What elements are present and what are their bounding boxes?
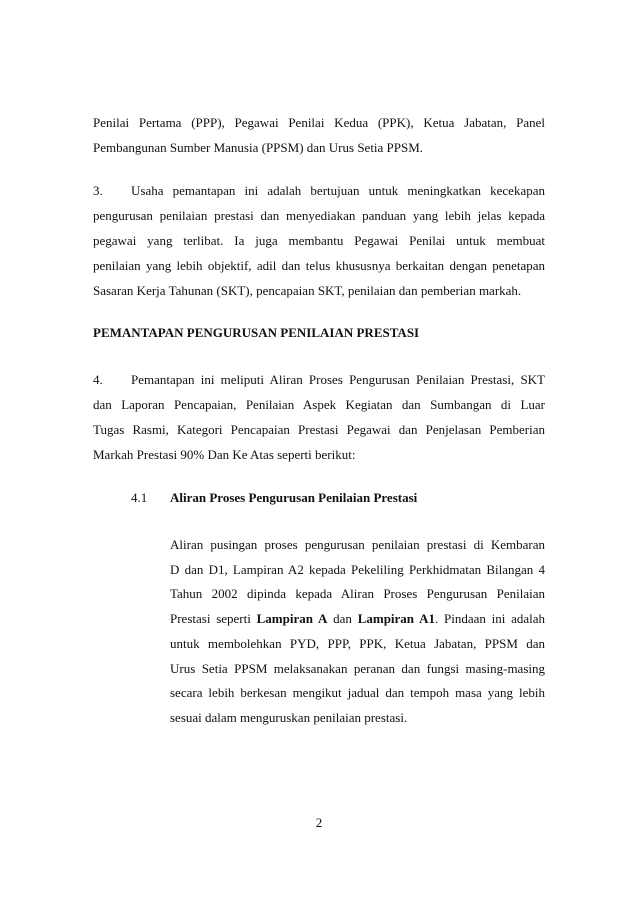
paragraph-line xyxy=(170,607,545,632)
paragraph-4 xyxy=(93,367,545,467)
subsection-paragraph xyxy=(170,533,545,731)
paragraph-line: untuk membolehkan PYD, PPP, PPK, Ketua Jabatan, PPSM dan xyxy=(170,635,545,651)
paragraph-line: pengurusan penilaian prestasi dan menyediakan panduan yang lebih jelas kepada xyxy=(93,208,545,223)
paragraph-line: sesuai dalam menguruskan penilaian prestasi. xyxy=(170,709,408,725)
paragraph-line: secara lebih berkesan mengikut jadual dan tempoh masa yang lebih xyxy=(170,685,545,701)
subsection-title: Aliran Proses Pengurusan Penilaian Prestasi xyxy=(170,490,418,505)
paragraph-line: Urus Setia PPSM melaksanakan peranan dan fungsi masing-masing xyxy=(170,660,545,676)
page-number: 2 xyxy=(315,815,323,830)
paragraph-line: Pembangunan Sumber Manusia (PPSM) dan Urus Setia PPSM. xyxy=(93,140,424,155)
paragraph-line: Penilai Pertama (PPP), Pegawai Penilai Kedua (PPK), Ketua Jabatan, Panel xyxy=(93,115,545,130)
paragraph-line: dan Laporan Pencapaian, Penilaian Aspek Kegiatan dan Sumbangan di Luar xyxy=(93,397,545,412)
paragraph-line: Tugas Rasmi, Kategori Pencapaian Prestasi Pegawai dan Penjelasan Pemberian xyxy=(93,422,545,437)
paragraph-line: Markah Prestasi 90% Dan Ke Atas seperti berikut: xyxy=(93,447,356,462)
paragraph-line: penilaian yang lebih objektif, adil dan telus khususnya berkaitan dengan penetapan xyxy=(93,258,545,273)
paragraph-number: 4. xyxy=(93,372,103,387)
paragraph-line-text: Pemantapan ini meliputi Aliran Proses Pengurusan Penilaian Prestasi, SKT xyxy=(131,372,545,387)
paragraph-line-text: Usaha pemantapan ini adalah bertujuan untuk meningkatkan kecekapan xyxy=(131,183,545,198)
paragraph-line: D dan D1, Lampiran A2 kepada Pekeliling Perkhidmatan Bilangan 4 xyxy=(170,561,545,577)
paragraph-number: 3. xyxy=(93,183,103,198)
paragraph-line xyxy=(93,367,545,392)
paragraph-line: Sasaran Kerja Tahunan (SKT), pencapaian SKT, penilaian dan pemberian markah. xyxy=(93,283,522,298)
paragraph-line: pegawai yang terlibat. Ia juga membantu Pegawai Penilai untuk membuat xyxy=(93,233,545,248)
paragraph-intro xyxy=(93,110,545,160)
bold-reference: Lampiran A xyxy=(256,611,328,627)
subsection-number: 4.1 xyxy=(131,490,148,505)
paragraph-line: Tahun 2002 dipinda kepada Aliran Proses Pengurusan Penilaian xyxy=(170,586,545,602)
paragraph-3 xyxy=(93,178,545,303)
section-heading: PEMANTAPAN PENGURUSAN PENILAIAN PRESTASI xyxy=(93,325,420,340)
paragraph-line: Aliran pusingan proses pengurusan penilaian prestasi di Kembaran xyxy=(170,537,545,552)
bold-reference: Lampiran A1 xyxy=(357,611,435,627)
paragraph-line-text: . Pindaan ini adalah xyxy=(434,611,546,627)
subsection-heading xyxy=(131,485,417,510)
paragraph-line xyxy=(93,178,545,203)
paragraph-line-text: Prestasi seperti xyxy=(170,611,257,627)
paragraph-line-text: dan xyxy=(327,611,358,627)
